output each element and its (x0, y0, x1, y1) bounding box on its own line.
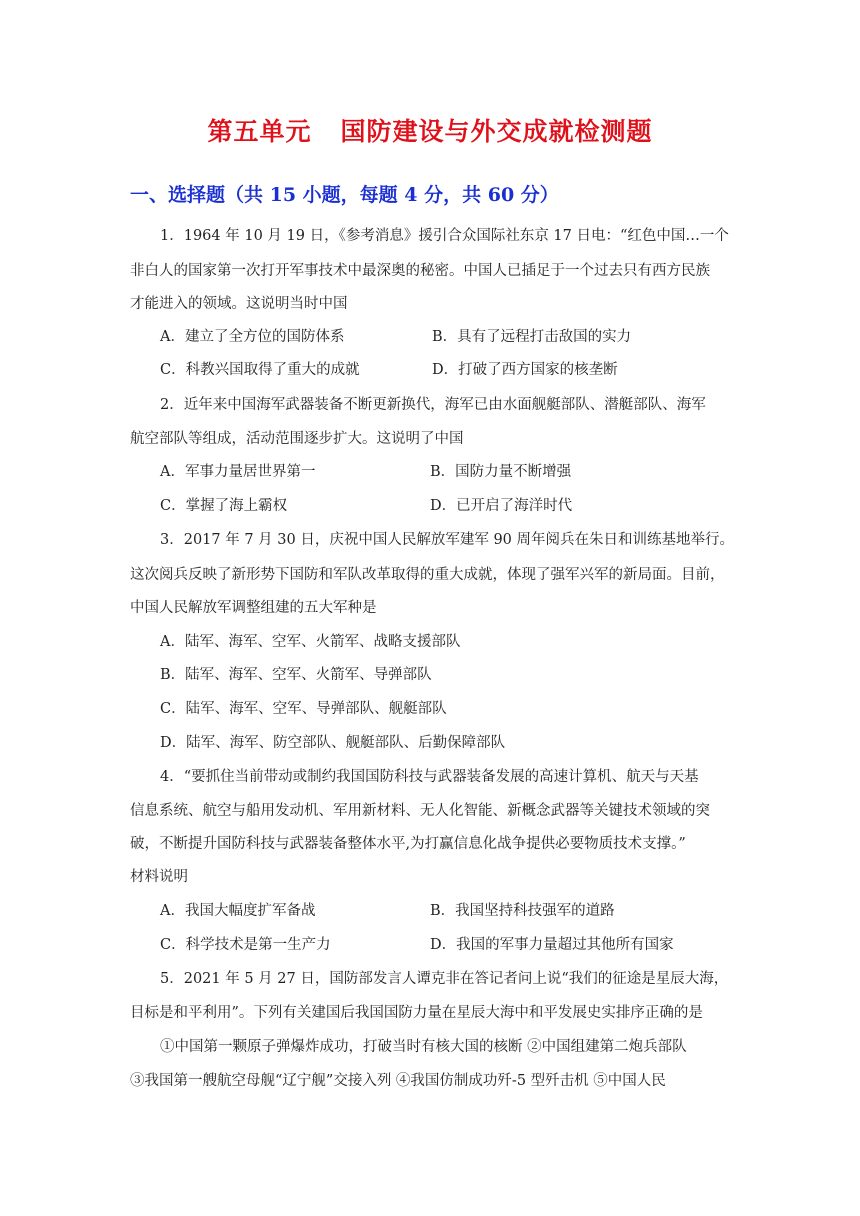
question-3-option-b: B．陆军、海军、空军、火箭军、导弹部队 (160, 667, 432, 683)
section-heading: 一、选择题（共 15 小题，每题 4 分，共 60 分） (130, 184, 559, 206)
question-5-event-list: ③我国第一艘航空母舰“辽宁舰”交接入列 ④我国仿制成功歼-5 型歼击机 ⑤中国人民 (130, 1073, 666, 1089)
question-4-text: 破，不断提升国防科技与武器装备整体水平,为打赢信息化战争提供必要物质技术支撑。” (130, 836, 686, 852)
question-1-option-b: B．具有了远程打击敌国的实力 (432, 329, 632, 345)
question-3-option-d: D．陆军、海军、防空部队、舰艇部队、后勤保障部队 (160, 735, 506, 751)
question-2-text: 2．近年来中国海军武器装备不断更新换代，海军已由水面舰艇部队、潜艇部队、海军 (160, 397, 706, 413)
question-4-option-b: B．我国坚持科技强军的道路 (430, 903, 615, 919)
question-3-text: 3．2017 年 7 月 30 日，庆祝中国人民解放军建军 90 周年阅兵在朱日和训练基地举行。 (160, 532, 735, 548)
question-4-option-d: D．我国的军事力量超过其他所有国家 (430, 937, 674, 953)
question-3-text: 中国人民解放军调整组建的五大军种是 (130, 600, 377, 616)
question-5-event-list: ①中国第一颗原子弹爆炸成功，打破当时有核大国的核断 ②中国组建第二炮兵部队 (160, 1039, 687, 1055)
question-2-option-b: B．国防力量不断增强 (430, 464, 572, 480)
question-2-option-d: D．已开启了海洋时代 (430, 498, 573, 514)
question-3-text: 这次阅兵反映了新形势下国防和军队改革取得的重大成就，体现了强军兴军的新局面。目前， (130, 567, 725, 583)
question-4-option-c: C．科学技术是第一生产力 (160, 937, 331, 953)
question-1-text: 1．1964 年 10 月 19 日，《参考消息》援引合众国际社东京 17 日电：“红色中国…一个 (160, 228, 729, 244)
question-2-text: 航空部队等组成，活动范围逐步扩大。这说明了中国 (130, 431, 464, 447)
question-5-text: 5．2021 年 5 月 27 日，国防部发言人谭克非在答记者问上说“我们的征途是星辰大海， (160, 971, 729, 987)
question-2-option-a: A．军事力量居世界第一 (160, 464, 316, 480)
question-4-text: 信息系统、航空与船用发动机、军用新材料、无人化智能、新概念武器等关键技术领域的突 (130, 803, 710, 819)
question-1-text: 才能进入的领域。这说明当时中国 (130, 296, 348, 312)
question-5-text: 目标是和平利用”。下列有关建国后我国国防力量在星辰大海中和平发展史实排序正确的是 (130, 1005, 703, 1021)
question-1-text: 非白人的国家第一次打开军事技术中最深奥的秘密。中国人已插足于一个过去只有西方民族 (130, 263, 710, 279)
question-2-option-c: C．掌握了海上霸权 (160, 498, 288, 514)
question-4-text: 材料说明 (130, 869, 188, 885)
question-1-option-a: A．建立了全方位的国防体系 (160, 329, 345, 345)
question-4-option-a: A．我国大幅度扩军备战 (160, 903, 316, 919)
question-3-option-c: C．陆军、海军、空军、导弹部队、舰艇部队 (160, 701, 447, 717)
question-1-option-c: C．科教兴国取得了重大的成就 (160, 362, 360, 378)
question-4-text: 4．“要抓住当前带动或制约我国国防科技与武器装备发展的高速计算机、航天与天基 (160, 769, 699, 785)
question-3-option-a: A．陆军、海军、空军、火箭军、战略支援部队 (160, 634, 461, 650)
question-1-option-d: D．打破了西方国家的核垄断 (432, 362, 618, 378)
page-title: 第五单元 国防建设与外交成就检测题 (207, 117, 653, 146)
